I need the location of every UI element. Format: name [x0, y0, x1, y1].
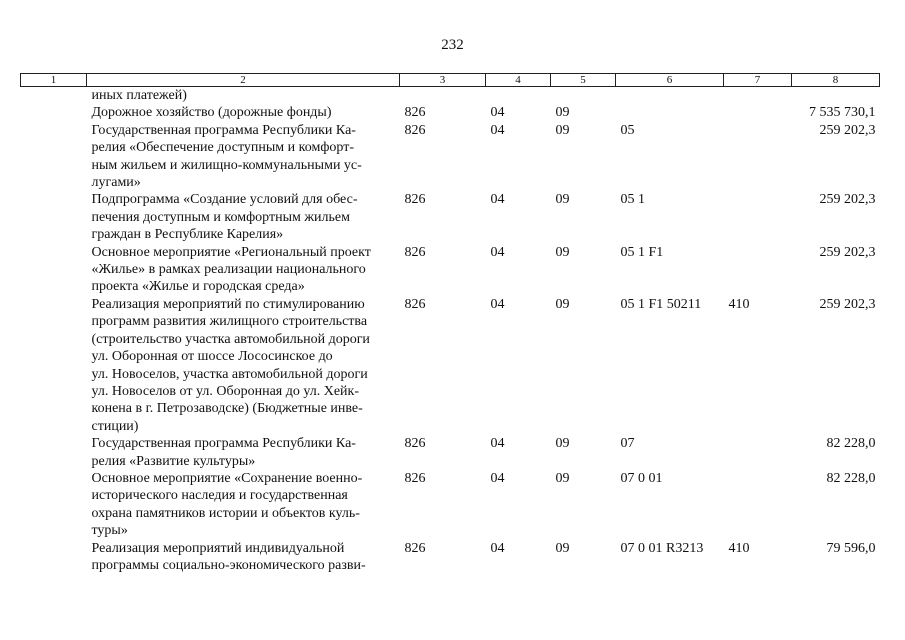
cell-number: [21, 244, 87, 296]
column-header-7: 7: [724, 74, 792, 87]
description-line: ул. Новоселов, участка автомобильной дороги: [91, 366, 368, 382]
description-line: Подпрограмма «Создание условий для обес-: [91, 192, 358, 208]
cell-subsection: 09: [555, 122, 570, 138]
cell-amount: 79 596,0: [826, 540, 876, 556]
cell-description: [87, 104, 400, 121]
table-row: [21, 87, 880, 105]
cell-expense-type: [724, 435, 792, 470]
cell-amount: 259 202,3: [819, 296, 876, 312]
table-row: [21, 191, 880, 243]
table-body: [21, 87, 880, 575]
cell-subsection: 09: [555, 296, 570, 312]
cell-description: [87, 296, 400, 435]
cell-amount: 82 228,0: [826, 470, 876, 486]
cell-expense-type: 410: [728, 296, 750, 312]
cell-target-article: 07 0 01 R3213: [620, 540, 704, 556]
cell-number: [21, 104, 87, 121]
description-line: релия «Развитие культуры»: [91, 453, 256, 469]
description-line: Государственная программа Республики Ка-: [91, 436, 356, 452]
cell-subsection: 09: [555, 540, 570, 556]
cell-subsection: 09: [555, 470, 570, 486]
cell-target-article: 07: [620, 436, 635, 452]
cell-description: [87, 191, 400, 243]
cell-expense-type: [724, 470, 792, 540]
cell-subsection: 09: [555, 192, 570, 208]
cell-section: 04: [490, 436, 505, 452]
cell-subsection: 09: [555, 105, 570, 121]
cell-grbs: 826: [404, 470, 426, 486]
cell-target-article: 05: [620, 122, 635, 138]
description-line: ул. Новоселов от ул. Оборонная до ул. Хейк-: [91, 383, 359, 399]
cell-amount: 259 202,3: [819, 244, 876, 260]
cell-target-article: 05 1: [620, 192, 645, 208]
cell-grbs: 826: [404, 122, 426, 138]
cell-section: 04: [490, 470, 505, 486]
description-line: Реализация мероприятий индивидуальной: [91, 540, 345, 556]
description-line: печения доступным и комфортным жильем: [91, 209, 350, 225]
cell-grbs: 826: [404, 192, 426, 208]
column-header-1: 1: [21, 74, 87, 87]
cell-expense-type: [724, 191, 792, 243]
cell-number: [21, 540, 87, 575]
cell-amount: [792, 87, 880, 105]
cell-description: [87, 244, 400, 296]
cell-target-article: [616, 104, 724, 121]
cell-amount: 259 202,3: [819, 192, 876, 208]
table-row: [21, 435, 880, 470]
cell-grbs: 826: [404, 436, 426, 452]
cell-grbs: [400, 87, 486, 105]
cell-number: [21, 87, 87, 105]
description-line: исторического наследия и государственная: [91, 488, 348, 504]
cell-expense-type: [724, 122, 792, 192]
description-line: граждан в Республике Карелия»: [91, 227, 284, 243]
cell-expense-type: [724, 87, 792, 105]
description-line: ным жильем и жилищно-коммунальными ус-: [91, 157, 362, 173]
cell-grbs: 826: [404, 296, 426, 312]
cell-target-article: 05 1 F1: [620, 244, 664, 260]
cell-subsection: 09: [555, 436, 570, 452]
table-row: [21, 296, 880, 435]
column-header-3: 3: [400, 74, 486, 87]
cell-number: [21, 191, 87, 243]
cell-grbs: 826: [404, 105, 426, 121]
column-header-4: 4: [486, 74, 551, 87]
description-line: программ развития жилищного строительства: [91, 314, 368, 330]
cell-number: [21, 122, 87, 192]
description-line: программы социально-экономического разви-: [91, 557, 366, 573]
description-line: иных платежей): [91, 88, 187, 103]
cell-section: 04: [490, 105, 505, 121]
cell-expense-type: 410: [728, 540, 750, 556]
table-row: [21, 470, 880, 540]
cell-description: [87, 470, 400, 540]
description-line: туры»: [91, 523, 128, 539]
table-row: [21, 244, 880, 296]
budget-table: [20, 73, 880, 574]
cell-amount: 82 228,0: [826, 436, 876, 452]
cell-section: 04: [490, 540, 505, 556]
cell-grbs: 826: [404, 540, 426, 556]
description-line: ул. Оборонная от шоссе Лососинское до: [91, 349, 333, 365]
cell-expense-type: [724, 244, 792, 296]
table-row: [21, 104, 880, 121]
cell-section: 04: [490, 192, 505, 208]
cell-section: 04: [490, 122, 505, 138]
description-line: Государственная программа Республики Ка-: [91, 122, 356, 138]
cell-subsection: 09: [555, 244, 570, 260]
description-line: лугами»: [91, 175, 141, 191]
description-line: (строительство участка автомобильной дороги: [91, 331, 370, 347]
cell-target-article: 05 1 F1 50211: [620, 296, 702, 312]
column-header-8: 8: [792, 74, 880, 87]
cell-description: [87, 122, 400, 192]
description-line: стиции): [91, 418, 139, 434]
table-row: [21, 122, 880, 192]
column-header-2: 2: [87, 74, 400, 87]
page-number: 232: [441, 37, 464, 53]
description-line: проекта «Жилье и городская среда»: [91, 279, 305, 295]
description-line: конена в г. Петрозаводске) (Бюджетные инве-: [91, 401, 363, 417]
description-line: Дорожное хозяйство (дорожные фонды): [91, 105, 332, 121]
cell-description: [87, 540, 400, 575]
cell-number: [21, 296, 87, 435]
cell-number: [21, 470, 87, 540]
column-header-5: 5: [551, 74, 616, 87]
cell-description: [87, 87, 400, 105]
description-line: охрана памятников истории и объектов куль-: [91, 505, 360, 521]
cell-amount: 259 202,3: [819, 122, 876, 138]
description-line: релия «Обеспечение доступным и комфорт-: [91, 140, 354, 156]
cell-number: [21, 435, 87, 470]
cell-target-article: 07 0 01: [620, 470, 663, 486]
description-line: Основное мероприятие «Региональный проект: [91, 244, 371, 260]
cell-amount: 7 535 730,1: [809, 105, 876, 121]
column-header-6: 6: [616, 74, 724, 87]
cell-expense-type: [724, 104, 792, 121]
description-line: Реализация мероприятий по стимулированию: [91, 296, 365, 312]
cell-target-article: [616, 87, 724, 105]
cell-section: [486, 87, 551, 105]
cell-section: 04: [490, 244, 505, 260]
header-row: [21, 74, 880, 87]
description-line: «Жилье» в рамках реализации национального: [91, 262, 366, 278]
cell-section: 04: [490, 296, 505, 312]
cell-description: [87, 435, 400, 470]
cell-subsection: [551, 87, 616, 105]
description-line: Основное мероприятие «Сохранение военно-: [91, 470, 363, 486]
cell-grbs: 826: [404, 244, 426, 260]
table-row: [21, 540, 880, 575]
